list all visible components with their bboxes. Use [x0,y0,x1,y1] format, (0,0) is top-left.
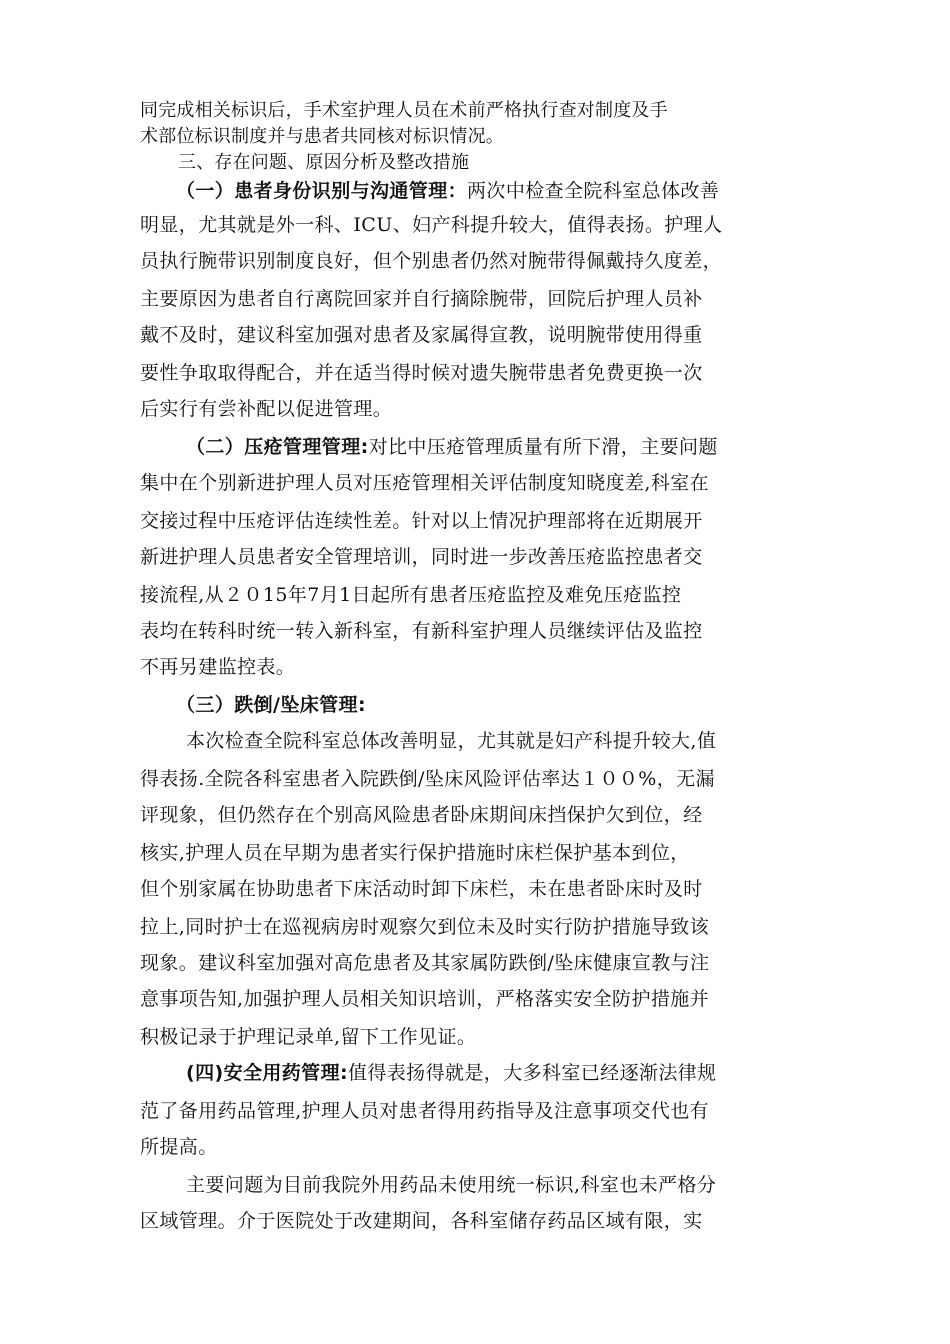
text-line: 后实行有尝补配以促进管理。 [140,398,393,420]
text-line: 意事项告知,加强护理人员相关知识培训，严格落实安全防护措施并 [140,988,710,1010]
text-line: 明显，尤其就是外一科、ICU、妇产科提升较大，值得表扬。护理人 [140,214,723,236]
text-line: 但个别家属在协助患者下床活动时卸下床栏，未在患者卧床时及时 [140,878,703,900]
paragraph-line [140,434,820,460]
text-line: 所提高。 [140,1136,218,1158]
text-line: 表均在转科时统一转入新科室，有新科室护理人员继续评估及监控 [140,620,703,642]
text-line: 集中在个别新进护理人员对压疮管理相关评估制度知晓度差,科室在 [140,472,710,494]
text-line: 员执行腕带识别制度良好，但个别患者仍然对腕带得佩戴持久度差， [140,250,723,272]
subsection-heading: （一）患者身份识别与沟通管理： [176,180,468,202]
section-heading: 三、存在问题、原因分析及整改措施 [178,152,470,173]
subsection-heading: （二）压疮管理管理: [186,436,369,458]
text-line: 交接过程中压疮评估连续性差。针对以上情况护理部将在近期展开 [140,510,703,532]
text-line: 主要原因为患者自行离院回家并自行摘除腕带，回院后护理人员补 [140,288,703,310]
paragraph-line [176,692,856,718]
text-line: 新进护理人员患者安全管理培训，同时进一步改善压疮监控患者交 [140,546,703,568]
text-line: 得表扬.全院各科室患者入院跌倒/坠床风险评估率达１００%，无漏 [140,768,715,790]
text-run: 两次中检查全院科室总体改善 [467,180,720,202]
subsection-heading: （三）跌倒/坠床管理: [176,694,366,716]
text-line: 区域管理。介于医院处于改建期间，各科室储存药品区域有限，实 [140,1210,703,1232]
text-line: 现象。建议科室加强对高危患者及其家属防跌倒/坠床健康宣教与注 [140,952,710,974]
text-line: 戴不及时，建议科室加强对患者及家属得宣教，说明腕带使用得重 [140,324,703,346]
text-line: 接流程,从２０15年7月1日起所有患者压疮监控及难免压疮监控 [140,584,682,606]
text-line: 拉上,同时护士在巡视病房时观察欠到位未及时实行防护措施导致该 [140,916,710,938]
text-line: 要性争取取得配合，并在适当得时候对遗失腕带患者免费更换一次 [140,362,703,384]
text-line: 积极记录于护理记录单,留下工作见证。 [140,1026,477,1048]
text-run: 值得表扬得就是，大多科室已经逐渐法律规 [347,1062,717,1084]
paragraph-line [140,178,820,204]
subsection-heading: (四)安全用药管理: [186,1062,348,1084]
text-line: 不再另建监控表。 [140,656,296,678]
text-line: 范了备用药品管理,护理人员对患者得用药指导及注意事项交代也有 [140,1100,710,1122]
text-line: 核实,护理人员在早期为患者实行保护措施时床栏保护基本到位， [140,842,690,864]
paragraph-line [140,1060,820,1086]
text-line: 主要问题为目前我院外用药品未使用统一标识,科室也未严格分 [186,1174,717,1196]
text-line: 同完成相关标识后，手术室护理人员在术前严格执行查对制度及手 [140,100,668,121]
text-run: 对比中压疮管理质量有所下滑，主要问题 [368,436,718,458]
text-line: 评现象，但仍然存在个别高风险患者卧床期间床挡保护欠到位，经 [140,804,703,826]
text-line: 术部位标识制度并与患者共同核对标识情况。 [140,126,504,147]
text-line: 本次检查全院科室总体改善明显，尤其就是妇产科提升较大,值 [186,730,717,752]
